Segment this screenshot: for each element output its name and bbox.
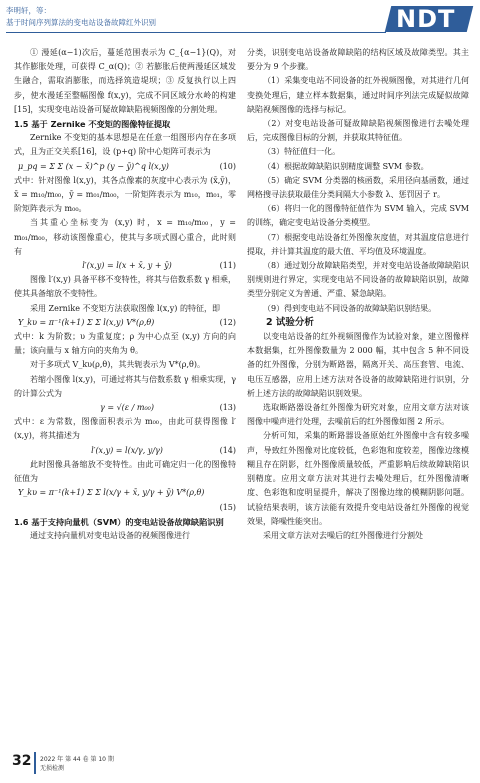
paragraph: 分析可知，采集的断路器设备原始红外图像中含有较多噪声，导致红外图像对比度较低，色彩饱和度较差，图像边缘模糊且存在阴影，红外图像质量较低，严重影响后续故障缺陷识别精度。应用文章方法对其进行去噪处理后，红外图像清晰度、色彩饱和度明显提升，解决了图像边缘的模糊阴影问题。试验结果表明，该方法能有效提升变电站设备红外图像的视觉效果，降噪性能突出。 — [247, 431, 469, 526]
page-header — [0, 0, 480, 40]
paragraph: 选取断路器设备红外图像为研究对象，应用文章方法对该图像中噪声进行处理，去噪前后的红外图像如图 2 所示。 — [247, 403, 469, 427]
footer-divider — [34, 752, 36, 774]
list-item: （6）将归一化的图像特征值作为 SVM 输入，完成 SVM 的训练，确定变电站设备分类模型。 — [247, 204, 469, 228]
equation-15 — [14, 486, 236, 500]
list-item: （2）对变电站设备可疑故障缺陷视频图像进行去噪处理后，完成图像目标的分割，并获取其特征值。 — [247, 119, 469, 143]
list-item: （5）确定 SVM 分类器的核函数，采用径向基函数，通过网格搜寻法获取最佳分类间隔大小参数 λ、惩罚因子 r。 — [247, 175, 469, 200]
footer-journal-info — [40, 755, 114, 773]
footer-journal-name: 无损检测 — [40, 765, 65, 772]
list-item: （8）通过划分故障缺陷类型，并对变电站设备故障缺陷识别规则进行界定，实现变电站不同设备的故障缺陷识别，故障类型分别定义为普通、严重、紧急缺陷。 — [247, 261, 469, 299]
logo-text: NDT — [396, 5, 456, 33]
equation-11 — [14, 259, 236, 273]
paragraph: 采用文章方法对去噪后的红外图像进行分割处 — [263, 530, 423, 540]
section-heading-1-5: 1.5 基于 Zernike 不变矩的图像特征提取 — [14, 119, 171, 130]
paragraph: 对于多项式 V_kυ(ρ,θ)，其共轭表示为 V*(ρ,θ)。 — [30, 360, 205, 370]
list-item: （4）根据故障缺陷识别精度调整 SVM 参数。 — [263, 161, 429, 171]
paragraph: 图像 l′(x,y) 具备平移不变特性，将其与倍数系数 γ 相乘，使其具备缩放不变特性。 — [14, 275, 236, 299]
paragraph: ① 漫延(α−1)次后，蔓延范围表示为 C_{α−1}(Q)，对其作膨胀处理，可获得 C_α(Q)；② 若膨胀后使两漫延区域发生融合，需取消膨胀，而选择筑造堤坝；③ 反复执行以上四步，使水漫延至整幅图像 f(x,y)，完成不同区域分水岭的构建[15]，实现变电站设备可疑故障缺陷视频图像的分割处理。 — [14, 48, 236, 114]
header-rule — [6, 32, 386, 33]
list-item: （1）采集变电站不同设备的红外视频图像，对其进行几何变换处理后，建立样本数据集，通过时间序列法完成疑似故障缺陷视频图像的选择与标记。 — [247, 76, 469, 114]
header-title: 基于时间序列算法的变电站设备故障红外识别 — [6, 18, 156, 27]
equation-number: (15) — [219, 502, 236, 512]
equation-body: Y_kυ = π⁻¹(k+1) Σ Σ l(x,y) V*(ρ,θ) — [18, 317, 155, 327]
equation-14 — [14, 444, 236, 458]
paragraph: 分类，识别变电站设备故障缺陷的结构区域及故障类型。其主要分为 9 个步骤。 — [247, 48, 469, 72]
list-item: （9）得到变电站不同设备的故障缺陷识别结果。 — [263, 303, 437, 313]
left-column — [14, 46, 236, 543]
equation-number: (10) — [219, 161, 236, 171]
journal-logo — [385, 6, 473, 32]
paragraph: 当其重心坐标变为 (x,y) 时，x = m₁₀/m₀₀，y = m₀₁/m₀₀，移动该图像重心，使其与多项式圆心重合，此时则有 — [14, 218, 236, 256]
paragraph: 式中：针对图像 l(x,y)，其各点像素的灰度中心表示为 (x̄,ȳ)，x̄ = m₁₀/m₀₀，ȳ = m₀₁/m₀₀，一阶矩阵表示为 m₁₀，m₀₁，零阶矩阵表示为 m₀₀。 — [14, 175, 236, 214]
equation-10 — [14, 160, 236, 174]
equation-body: γ = √(ε / m₀₀) — [100, 403, 154, 413]
right-column — [247, 46, 469, 543]
paragraph: 此时图像具备缩放不变特性。由此可确定归一化的图像特征值为 — [14, 459, 236, 484]
equation-12 — [14, 316, 236, 330]
footer-issue: 2022 年 第 44 卷 第 10 期 — [40, 756, 114, 763]
equation-number: (13) — [219, 403, 236, 413]
equation-body: l′(x,y) = l(x + x̄, y + ȳ) — [82, 261, 172, 271]
header-authors: 李明轩，等： — [6, 6, 51, 15]
list-item: （3）特征值归一化。 — [263, 147, 341, 157]
section-heading-2: 2 试验分析 — [266, 316, 314, 328]
paragraph: 通过支持向量机对变电站设备的视频图像进行 — [30, 530, 190, 540]
paragraph: 若缩小图像 l(x,y)，可通过将其与倍数系数 γ 相乘实现，γ 的计算公式为 — [14, 374, 236, 398]
equation-number: (11) — [219, 261, 236, 271]
paragraph: 式中：ε 为常数，图像面积表示为 m₀₀，由此可获得图像 l′(x,y)，将其描述为 — [14, 417, 236, 441]
paragraph: Zernike 不变矩的基本思想是在任意一组图形内存在多项式，且为正交关系[16]，设 (p+q) 阶中心矩阵可表示为 — [14, 133, 236, 157]
paragraph: 以变电站设备的红外视频图像作为试验对象，建立图像样本数据集，红外图像数量为 2 000 幅，其中包含 5 种不同设备的红外图像，分别为断路器，隔离开关、高压套管、电流、电压互感器，应用上述方法对各设备的故障缺陷进行识别，分析上述方法的故障缺陷识别效果。 — [247, 332, 469, 398]
equation-body: l′(x,y) = l(x/γ, y/γ) — [91, 445, 163, 455]
equation-number: (14) — [219, 445, 236, 455]
equation-number: (12) — [219, 317, 236, 327]
equation-body: μ_pq = Σ Σ (x − x̄)^p (y − ȳ)^q l(x,y) — [18, 161, 169, 171]
equation-body: Y_kυ = π⁻¹(k+1) Σ Σ l(x/γ + x̄, y/γ + ȳ) V*(ρ,θ) — [18, 488, 205, 498]
paragraph: 式中：k 为阶数；υ 为重复度；ρ 为中心点至 (x,y) 方向的向量；该向量与 x 轴方向的夹角为 θ。 — [14, 332, 236, 356]
page-number: 32 — [12, 753, 32, 769]
section-heading-1-6: 1.6 基于支持向量机（SVM）的变电站设备故障缺陷识别 — [14, 516, 224, 527]
paragraph: 采用 Zernike 不变矩方法获取图像 l(x,y) 的特征，即 — [30, 303, 220, 313]
equation-13 — [14, 401, 236, 415]
list-item: （7）根据变电站设备红外图像灰度值，对其温度信息进行提取，并计算其温度的最大值、平均值及环境温度。 — [247, 232, 469, 256]
